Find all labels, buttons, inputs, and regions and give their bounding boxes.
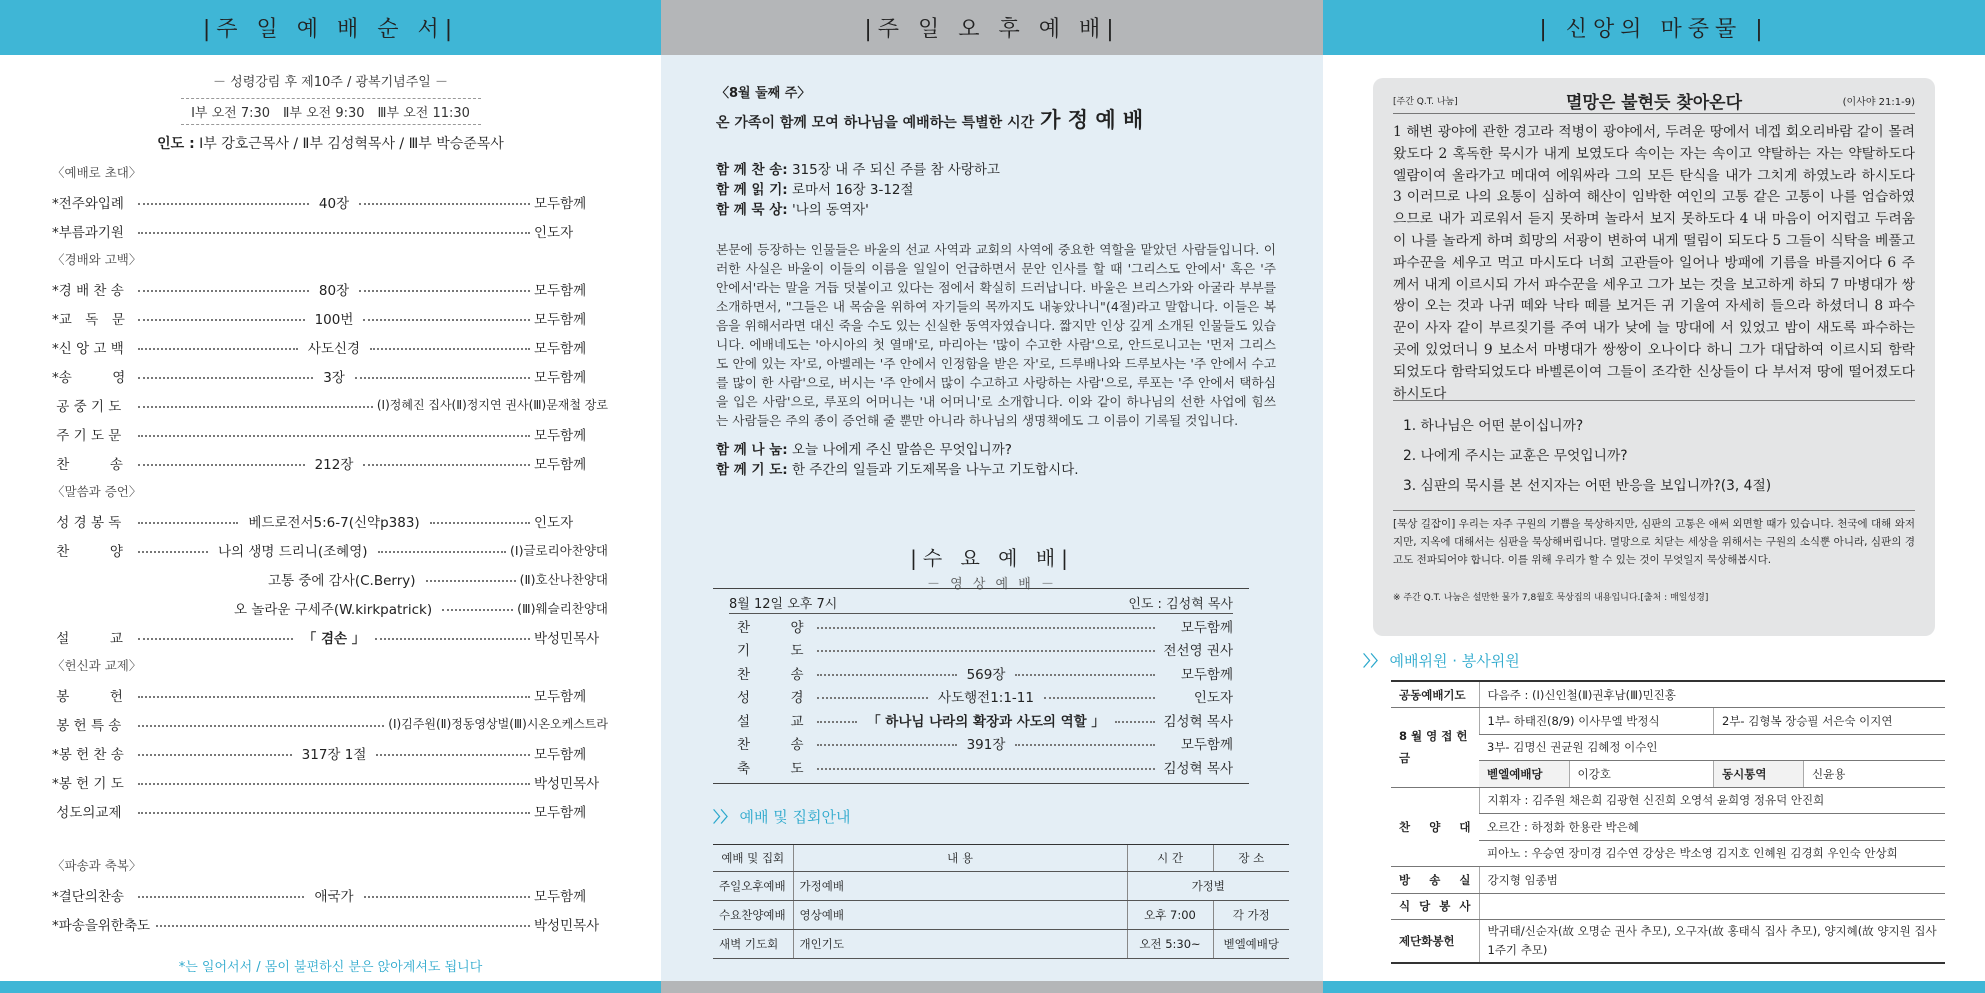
wed-item: 성 경 (737, 690, 804, 707)
wed-leader: 김성혁 목사 (1163, 760, 1233, 777)
guide-cell: 주일오후예배 (713, 872, 793, 901)
staff-label: 공동예배기도 (1391, 681, 1479, 708)
order-leader: 인도자 (534, 514, 574, 531)
order-row (52, 564, 608, 593)
staff-value: 신윤용 (1804, 761, 1946, 788)
qt-scripture: 1 해변 광야에 관한 경고라 적병이 광야에서, 두려운 땅에서 네겝 회오리바람 같이 몰려왔도다 2 혹독한 묵시가 내게 보였도다 속이는 자는 속이고 약탈하는 자는 약탈하도다 엘람이여 올라가고 메대여 에워싸라 그의 모든 탄식을 내가 그치게 하였노라 하시도다 3 이러므로 나의 요통이 심하여 해산이 임박한 여인의 고통 같은 고통이 나를 엄습하였으므로 내가 괴로워서 듣지 못하며 놀라서 보지 못하도다 4 내 마음이 어지럽고 두려움이 나를 놀라게 하며 희망의 서광이 변하여 내게 떨림이 되도다 5 그들이 식탁을 베풀고 파수꾼을 세우고 먹고 마시도다 너희 고관들아 일어나 방패에 기름을 바를지어다 6 주께서 내게 이르시되 가서 파수꾼을 세우고 그가 보는 것을 보고하게 하되 7 마병대가 쌍쌍이 오는 것과 나귀 떼와 낙타 떼를 보거든 귀 기울여 자세히 들으라 하셨더니 8 파수꾼이 사자 같이 부르짖기를 주여 내가 낮에 늘 망대에 서 있었고 밤이 새도록 파수하는 곳에 있었더니 9 보소서 마병대가 쌍쌍이 오나이다 하니 그가 대답하여 이르시되 함락되었도다 함락되었도다 바벨론이여 그들이 조각한 신상들이 다 부서져 땅에 떨어졌도다 하시도다 (1393, 124, 1915, 402)
qt-title: 멸망은 불현듯 찾아온다 (1565, 93, 1743, 113)
staff-table (1391, 680, 1945, 964)
section-invite: 〈예배로 초대〉 (52, 165, 142, 180)
wed-row (737, 661, 1233, 685)
order-row (52, 506, 608, 535)
order-leader: 인도자 (534, 224, 574, 241)
meeting-guide-table (713, 844, 1289, 959)
order-item: 봉 헌 특 송 (52, 717, 122, 734)
order-row (52, 622, 608, 651)
order-detail: 나의 생명 드리니(조혜영) (218, 543, 368, 560)
order-row (52, 738, 608, 767)
order-detail: 100번 (314, 311, 354, 328)
qa-text: 한 주간의 일들과 기도제목을 나누고 기도합시다. (787, 462, 1079, 478)
order-item: *경 배 찬 송 (52, 282, 124, 299)
family-worship-theme (716, 104, 1276, 134)
table-row (713, 930, 1289, 959)
guide-cell: 가정별 (1127, 872, 1289, 901)
order-detail: 베드로전서5:6-7(신약p383) (248, 514, 420, 531)
staff-value: 피아노 : 우승연 장미경 김수연 강상은 박소영 김지호 인혜원 김경희 우인숙 안상희 (1479, 840, 1945, 867)
order-item: *전주와입례 (52, 195, 124, 212)
staff-label-text: 8 월 영 접 헌 금 (1399, 729, 1468, 766)
staff-heading (1363, 650, 1520, 671)
leaders-names: Ⅰ부 강호근목사 / Ⅱ부 김성혁목사 / Ⅲ부 박승준목사 (199, 136, 504, 152)
guide-cell: 각 가정 (1213, 901, 1289, 930)
order-item: *봉 헌 기 도 (52, 775, 124, 792)
order-detail: 212장 (314, 456, 354, 473)
guide-cell: 오후 7:00 (1127, 901, 1213, 930)
staff-label: 식 당 봉 사 (1391, 893, 1479, 920)
footer-bar (661, 981, 1323, 993)
guide-cell: 오전 5:30~ (1127, 930, 1213, 959)
theme-title: 가 정 예 배 (1040, 108, 1144, 132)
guide-cell: 영상예배 (793, 901, 1127, 930)
order-leader: (Ⅱ)호산나찬양대 (519, 571, 608, 587)
staff-value: 다음주 : (Ⅰ)신인철(Ⅱ)권후남(Ⅲ)민진홍 (1479, 681, 1945, 708)
qt-source-note: ※ 주간 Q.T. 나눔은 설만한 물가 7,8월호 묵상집의 내용입니다.[출처 : 매일성경] (1393, 593, 1709, 603)
order-leader: 모두함께 (534, 746, 587, 763)
staff-label: 제단화봉헌 (1391, 920, 1479, 964)
order-row (52, 709, 608, 738)
guide-col-header: 내 용 (793, 845, 1127, 872)
wed-item: 기 도 (737, 643, 804, 660)
order-item: 찬 송 (52, 456, 123, 473)
staff-value: 박귀태/신순자(故 오명순 권사 추모), 오구자(故 홍태식 집사 추모), 양지혜(故 양지원 집사 1주기 추모) (1479, 920, 1945, 964)
wed-row (737, 614, 1233, 638)
order-item: *신 앙 고 백 (52, 340, 124, 357)
guide-cell: 새벽 기도회 (713, 930, 793, 959)
order-item: *부름과기원 (52, 224, 124, 241)
afternoon-worship-header: |주 일 오 후 예 배| (661, 0, 1323, 55)
wed-item: 축 도 (737, 760, 804, 777)
section-word: 〈말씀과 증언〉 (52, 484, 142, 499)
order-detail: 80장 (318, 282, 350, 299)
order-row (52, 880, 608, 909)
order-leader: 모두함께 (534, 427, 587, 444)
order-row (52, 187, 608, 216)
guide-cell: 벧엘예배당 (1213, 930, 1289, 959)
order-item: *송 영 (52, 369, 126, 386)
table-row (1391, 681, 1945, 708)
sunday-worship-header: |주 일 예 배 순 서| (0, 0, 661, 55)
section-confession: 〈경배와 고백〉 (52, 252, 142, 267)
table-row (1391, 867, 1945, 894)
wed-sermon-title: 「 하나님 나라의 확장과 사도의 역할 」 (867, 713, 1105, 730)
table-row (713, 872, 1289, 901)
table-row (1391, 708, 1945, 735)
guide-title: 예배 및 집회안내 (739, 808, 851, 826)
order-leader: 박성민목사 (534, 630, 600, 647)
wed-detail: 사도행전1:1-11 (938, 690, 1034, 707)
faith-column (1323, 0, 1985, 993)
order-of-service (52, 158, 608, 938)
order-leader: 박성민목사 (534, 775, 600, 792)
order-leader: 모두함께 (534, 311, 587, 328)
order-leader: 모두함께 (534, 195, 587, 212)
order-row (52, 680, 608, 709)
leaders-line (0, 133, 661, 153)
double-chevron-icon: 〉〉 (713, 808, 736, 826)
qt-tag: [주간 Q.T. 나눔] (1393, 97, 1458, 107)
qt-question: 3. 심판의 묵시를 본 선지자는 어떤 반응을 보입니까?(3, 4절) (1403, 478, 1772, 494)
sunday-worship-column (0, 0, 661, 993)
wed-row (737, 685, 1233, 709)
leaders-label: 인도 : (157, 136, 195, 152)
order-item: 찬 양 (52, 543, 123, 560)
devotional-text: 본문에 등장하는 인물들은 바울의 선교 사역과 교회의 사역에 중요한 역할을 맡았던 사람들입니다. 이러한 사실은 바울이 이들의 이름을 일일이 언급하면서 문안 인사를 할 때 '그리스도 안에서' 혹은 '주 안에서'라는 말을 거듭 덧붙이고 있다는 점에서 확실히 드러납니다. 바울은 브리스가와 아굴라 부부를 소개하면서, "그들은 내 목숨을 위하여 자기들의 목까지도 내놓았나니"(4절)라고 말합니다. 이들은 복음을 위해서라면 대신 죽을 수도 있는 신실한 동역자였습니다. 짧지만 인상 깊게 소개된 인물들도 있습니다. 에배네도는 '아시아의 첫 열매'로, 마리아는 '많이 수고한 사람'으로, 안드로니고는 '먼저 그리스도 안에 있는 자'로, 아벨레는 '주 안에서 인정함을 받은 자'로, 드루배나와 드루보사는 '주 안에서 수고를 많이 한 사람'으로, 버시는 '주 안에서 많이 수고하고 사랑하는 사람'으로, 루포는 '주 안에서 택하심을 입은 사람'으로, 루포의 어머니는 '내 어머니'로 소개합니다. 이와 같이 하나님의 선한 사업에 힘쓰는 사람들은 주의 종이 증언해 줄 뿐만 아니라 하나님의 생명책에도 그 이름이 기록될 것입니다. (716, 242, 1276, 428)
info-line (716, 200, 1276, 220)
order-detail: 3장 (323, 369, 345, 386)
order-item: *봉 헌 찬 송 (52, 746, 124, 763)
info-label: 함 께 묵 상: (716, 202, 788, 218)
order-item: *파송을위한축도 (52, 917, 151, 934)
table-row (1391, 787, 1945, 814)
order-leader: 모두함께 (534, 888, 587, 905)
wed-row (737, 638, 1233, 662)
wed-row (737, 732, 1233, 756)
wed-leader: 모두함께 (1180, 619, 1233, 636)
staff-sublabel: 벧엘예배당 (1479, 761, 1569, 788)
wed-item: 설 교 (737, 713, 804, 730)
order-row (52, 767, 608, 796)
footer-bar (1323, 981, 1985, 993)
staff-sublabel: 동시통역 (1714, 761, 1804, 788)
order-item: *교 독 문 (52, 311, 125, 328)
wednesday-worship-title: |수 요 예 배| (910, 546, 1074, 570)
sermon-title: 「 겸손 」 (302, 630, 366, 647)
week-label: 〈8월 둘째 주〉 (716, 86, 811, 101)
staff-value: 2부- 김형복 장승필 서은숙 이지연 (1714, 708, 1946, 735)
qt-question: 2. 나에게 주시는 교훈은 무엇입니까? (1403, 448, 1628, 464)
qt-box (1373, 78, 1935, 636)
wed-detail: 569장 (966, 666, 1006, 683)
order-leader: (Ⅰ)김주원(Ⅱ)정동영상벌(Ⅲ)시온오케스트라 (388, 717, 608, 731)
order-row (52, 303, 608, 332)
info-line (716, 160, 1276, 180)
qa-line (716, 460, 1276, 480)
info-line (716, 180, 1276, 200)
qa-label: 함 께 나 눔: (716, 442, 788, 458)
order-item: 성 경 봉 독 (52, 514, 122, 531)
wed-row (737, 708, 1233, 732)
order-row (52, 332, 608, 361)
wed-detail: 391장 (966, 737, 1006, 754)
staff-label: 방 송 실 (1391, 867, 1479, 894)
theme-text: 온 가족이 함께 모여 하나님을 예배하는 특별한 시간 (716, 115, 1035, 131)
family-worship (716, 82, 1276, 480)
guide-cell: 개인기도 (793, 930, 1127, 959)
staff-value: 이강호 (1569, 761, 1714, 788)
staff-value: 지휘자 : 김주원 채은희 김광현 신진희 오영석 윤희영 정유덕 안진희 (1479, 787, 1945, 814)
wed-leader: 인도자 (1193, 690, 1234, 707)
meditation-guide: [묵상 길잡이] 우리는 자주 구원의 기쁨을 묵상하지만, 심판의 고통은 애써 외면할 때가 있습니다. 천국에 대해 와저지만, 지옥에 대해서는 심판을 묵상해버립니다. 멸망으로 치닫는 세상을 위해서는 구원의 소식뿐 아니라, 심판의 경고도 전파되어야 합니다. 이를 위해 우리가 할 수 있는 것이 무엇일지 묵상해봅시다. (1393, 510, 1915, 569)
qa-label: 함 께 기 도: (716, 462, 788, 478)
wed-item: 찬 송 (737, 737, 804, 754)
staff-value: 오르간 : 하정화 한용란 박은혜 (1479, 814, 1945, 841)
order-leader: 모두함께 (534, 804, 587, 821)
wednesday-header (729, 591, 1233, 613)
order-leader: 모두함께 (534, 282, 587, 299)
order-leader: 모두함께 (534, 340, 587, 357)
order-item: 봉 헌 (52, 688, 123, 705)
section-offering: 〈헌신과 교제〉 (52, 658, 142, 673)
wed-row (737, 755, 1233, 779)
order-leader: 모두함께 (534, 369, 587, 386)
faith-header: | 신앙의 마중물 | (1323, 0, 1985, 55)
order-leader: 박성민목사 (534, 917, 600, 934)
order-row (52, 361, 608, 390)
table-row (1391, 920, 1945, 964)
order-detail: 40장 (318, 195, 350, 212)
staff-value (1479, 893, 1945, 920)
section-sending: 〈파송과 축복〉 (52, 858, 142, 873)
order-item: 성도의교제 (52, 804, 122, 821)
order-row (52, 535, 608, 564)
order-row (52, 419, 608, 448)
standing-note: *는 일어서서 / 몸이 불편하신 분은 앉아계셔도 됩니다 (178, 960, 483, 975)
guide-cell: 가정예배 (793, 872, 1127, 901)
order-row (52, 796, 608, 825)
order-leader: (Ⅰ)글로리아찬양대 (510, 542, 608, 558)
order-item: *결단의찬송 (52, 888, 124, 905)
family-worship-sharing (716, 440, 1276, 480)
qt-header (1393, 88, 1915, 114)
guide-cell: 수요찬양예배 (713, 901, 793, 930)
wed-leader: 김성혁 목사 (1163, 713, 1233, 730)
order-detail: 317장 1절 (301, 746, 367, 763)
order-row (52, 593, 608, 622)
order-leader: 모두함께 (534, 688, 587, 705)
info-label: 함 께 읽 기: (716, 182, 788, 198)
order-detail: 애국가 (314, 888, 354, 905)
order-row (52, 274, 608, 303)
guide-col-header: 시 간 (1127, 845, 1213, 872)
footer-bar (0, 981, 661, 993)
order-leader: 모두함께 (534, 456, 587, 473)
family-worship-info (716, 160, 1276, 220)
wed-leader: 모두함께 (1180, 737, 1233, 754)
qa-line (716, 440, 1276, 460)
guide-col-header: 예배 및 집회 (713, 845, 793, 872)
order-row (52, 390, 608, 419)
info-text: '나의 동역자' (787, 202, 869, 218)
staff-label: 찬 양 대 (1391, 787, 1479, 867)
order-detail: 사도신경 (307, 340, 361, 357)
order-detail: 오 놀라운 구세주(W.kirkpatrick) (234, 601, 433, 618)
table-row (713, 901, 1289, 930)
qa-text: 오늘 나에게 주신 말씀은 무엇입니까? (787, 442, 1012, 458)
info-label: 함 께 찬 송: (716, 162, 788, 178)
staff-label (1391, 708, 1479, 788)
order-item: 공 중 기 도 (52, 398, 122, 415)
wed-item: 찬 양 (737, 619, 804, 636)
staff-title: 예배위원 · 봉사위원 (1389, 652, 1520, 670)
table-row (1391, 893, 1945, 920)
order-leader: (Ⅲ)웨슬리찬양대 (517, 600, 608, 616)
afternoon-worship-column (661, 0, 1323, 993)
liturgical-subtitle: － 성령강림 후 제10주 / 광복기념주일 － (213, 75, 448, 90)
wed-leader: 전선영 권사 (1163, 643, 1233, 660)
order-detail: 고통 중에 감사(C.Berry) (268, 572, 416, 589)
order-row (52, 448, 608, 477)
info-text: 315장 내 주 되신 주를 참 사랑하고 (787, 162, 1000, 178)
order-leader: (Ⅰ)정혜진 집사(Ⅱ)정지연 권사(Ⅲ)문재철 장로 (376, 398, 608, 412)
wednesday-date: 8월 12일 오후 7시 (729, 596, 838, 612)
qt-question: 1. 하나님은 어떤 분이십니까? (1403, 418, 1584, 434)
order-item: 주 기 도 문 (52, 427, 122, 444)
wed-leader: 모두함께 (1180, 666, 1233, 683)
wed-item: 찬 송 (737, 666, 804, 683)
wednesday-leader: 인도 : 김성혁 목사 (1128, 596, 1233, 612)
info-text: 로마서 16장 3-12절 (787, 182, 914, 198)
guide-heading (713, 806, 850, 827)
wednesday-worship-subtitle: － 영 상 예 배 － (927, 577, 1057, 592)
service-times: Ⅰ부 오전 7:30 Ⅱ부 오전 9:30 Ⅲ부 오전 11:30 (181, 98, 481, 125)
order-item: 설 교 (52, 630, 123, 647)
staff-value: 강지형 임종범 (1479, 867, 1945, 894)
staff-value: 1부- 하태진(8/9) 이사무엘 박정식 (1479, 708, 1714, 735)
wednesday-order (713, 588, 1249, 784)
guide-col-header: 장 소 (1213, 845, 1289, 872)
qt-reference: (이사야 21:1-9) (1842, 97, 1915, 108)
staff-value: 3부- 김명신 권균원 김혜정 이수인 (1479, 734, 1945, 761)
double-chevron-icon: 〉〉 (1363, 652, 1386, 670)
order-row (52, 216, 608, 245)
order-row (52, 909, 608, 938)
